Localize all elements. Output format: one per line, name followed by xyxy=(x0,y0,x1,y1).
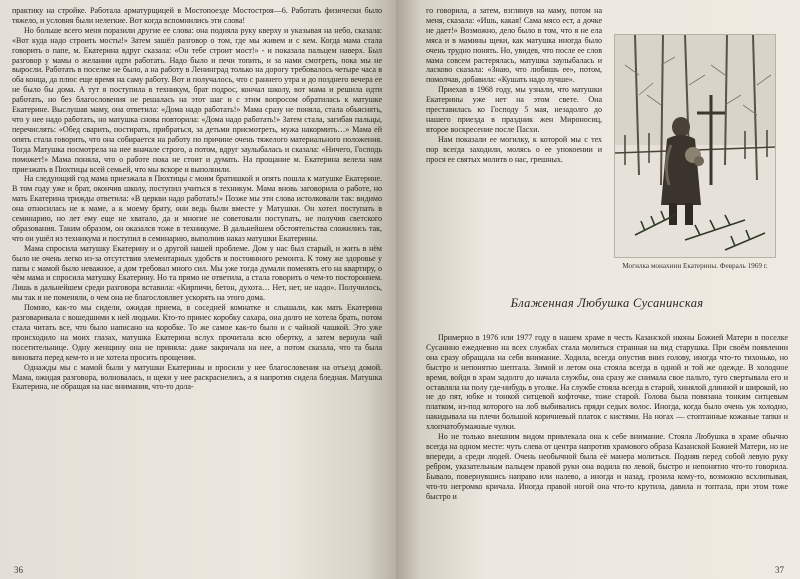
photo-caption: Могилка монахини Екатерины. Февраль 1969 г. xyxy=(622,262,768,270)
grave-photo-figure xyxy=(612,34,778,270)
right-top-section xyxy=(426,6,788,270)
left-paragraph-6: Однажды мы с мамой были у матушки Екатерины и просили у нее благословения на отъезд домой. Мама, ожидая разговора, волновалась, и щеки у нее раскраснелись, а я напротив сидела бледная. Матушка Екатерина, не обращая на нас внимания, что-то дола- xyxy=(12,362,382,392)
right-column-paragraph-1: го говорила, а затем, взглянув на маму, потом на меня, сказала: «Ишь, какая! Сама мясо ест, а дочке не дает!» Возможно, дело было в том, что я не ела мяса и в мамины щеки, как матушка иногда было очень трудно понять. Но, увидев, что после ее слов мама совсем растерялась, матушка заулыбалась и ласково сказала: «Знаю, что любишь ее», потом, помолчав, добавила: «Кушать надо лучше». xyxy=(426,6,602,85)
grave-photo-illustration xyxy=(615,35,775,257)
right-paragraph-1: Примерно в 1976 или 1977 году в нашем храме в честь Казанской иконы Божией Матери в поселке Сусанино ежедневно на всех службах стала молиться странная на вид старушка. При своём появлении она сразу обращала на себя внимание. Ходила, всегда опустив вниз голову, иногда что-то тихонько, но быстро и непонятно шептала. Зимой и летом она стояла всегда в одной и той же одежде. В холодное время, войдя в храм задолго до начала службы, она сразу же снимала свое пальто, туго свертывала его и оставляла на полу где-нибудь в уголке. На службе стояла всегда в старой, хинялой длинной и широкой, но не до пят, юбке и тонкой ситцевой кофточке, тоже старой. Голова была повязана тонким ситцевым платком, из-под которого на лоб выбивались пряди седых волос. Иногда, когда было очень уж холодно, накидывала на плечи большой коричневый платок с кистями. На ногах — стоптанные кожаные тапки и хлопчатобумажные чулки. xyxy=(426,333,788,432)
left-paragraph-5: Помню, как-то мы сидели, ожидая приема, в соседней комнатке и слышали, как мать Екатерина разговаривала с вошедшими к ней людьми. Кто-то принес коробку сахара, она долго не хотела брать, потом стала читать все, что было написано на коробке. То же самое как-то было и с чайной чашкой. Это уже происходило на моих глазах, матушка Екатерина вслух прочитала всю обертку, а затем вернула чай посетительнице. Одну женщину она не приняла: даже закричала на нее, а потом сказала, что та была виновата перед кем-то и не хотела просить прощения. xyxy=(12,303,382,362)
left-page-text xyxy=(12,6,382,392)
right-paragraph-2: Но не только внешним видом привлекала она к себе внимание. Стояла Любушка в храме обычно всегда на одном месте: чуть слева от центра напротив храмового образа Казанской Божией Матери, но не впереди, а среди людей. Очень необычной была её манера молиться. Подняв перед собой левую руку ребром, указательным пальцем правой руки она водила по левой, быстро и непонятно что-то говорила. Бывало, повернувшись направо или налево, а иногда и назад, грозила кому-то, возможно всхлипывая, что-то негромко кричала. Иногда правой ногой она что-то крутила, давила и топтала, при этом тоже быстро и xyxy=(426,432,788,501)
right-column-paragraph-2: Приехав в 1968 году, мы узнали, что матушки Екатерины уже нет на этом свете. Она преставилась ко Господу 5 мая, незадолго до нашего приезда в праздник жен Мироносиц, второе воскресение после Пасхи. xyxy=(426,85,602,134)
right-page-text xyxy=(426,333,788,501)
right-page-number: 37 xyxy=(775,565,784,575)
left-paragraph-2: Но больше всего меня поразили другие ее слова: она подняла руку кверху и указывая на небо, сказала: «Вот куда надо строить мосты!» Затем зашёл разговор о том, где мы живем и с кем. Когда мама стала говорить о папе, м. Екатерина вдруг сказала: «Он тебе строит мост!» - и показала пальцем наверх. Был разговор у мамы о желании идти работать. Надо было и печи топить, и за нами смотреть, пока мы не выросли. Работать в поселке не было, а на работу в Ленинград только на дорогу требовалось четыре часа в оба конца, да плюс еще время на саму работу. Вот и получалось, что с раннего утра и до позднего вечера ее не было бы дома. А тут я поступила в техникум, брат подрос, кончал школу, вот мама и решила идти работать, но без благословения не решалась на этот шаг и с этим вопросом обратилась к матушке Екатерине. Выслушав маму, она ответила: «Дома надо работать!» Мама сразу не поняла, стала объяснять, что у нее надо работать, но матушка снова повторила: «Дома надо работать!» Затем стала, загибая пальцы, перечислять: «Обед сварить, постирать, прибраться, за детьми присмотреть, мужа накормить…» Мама ей опять стала говорить, что она собирается на работу по причине очень тяжелого материального положения. Тогда Матушка посмотрела на нее вначале строго, а потом, вдруг заулыбалась и сказала: «Ничего, Господь поможет!» Мама поняла, что о работе пока не стоит и думать. На прощание м. Екатерина велела нам приезжать в Пюхтицы всей семьей, что мы вскоре и выполнили. xyxy=(12,25,382,174)
right-column-paragraph-3: Нам показали ее могилку, к которой мы с тех пор всегда заходили, молясь о ее упокоении и прося ее святых молитв о нас, грешных. xyxy=(426,134,602,164)
right-column-text xyxy=(426,6,602,270)
left-page-number: 36 xyxy=(14,565,23,575)
left-page xyxy=(0,0,396,579)
left-paragraph-3: На следующий год мама приезжала в Пюхтицы с моим братишкой и опять пошла к матушке Екатерине. В том году уже и брат, окончив школу, поступил учиться в техникум. Мама вновь заговорила о работе, но мать Екатерина трижды ответила: «В церкви надо работать!» Позже мы эти слова истолковали так: видимо она относилась не к маме, а к моему брату, они ведь были вместе у Матушки. Он хотел поступать в семинарию, но лет ему еще не хватало, да и многие не советовали поступать, не получив светского образования. Таким образом, он оказался тоже в техникуме. В дальнейшем обстоятельства сложились так, что он ушёл из техникума и поступил в семинарию, выполнив наказ матушки Екатерины. xyxy=(12,174,382,243)
section-title: Блаженная Любушка Сусанинская xyxy=(510,296,704,310)
right-page xyxy=(396,0,800,579)
left-paragraph-1: практику на стройке. Работала арматурщицей в Мостопоезде Мостостроя—6. Работать физически было тяжело, и условия были нелегкие. Вот когда вспомнились эти слова! xyxy=(12,6,382,25)
grave-photo xyxy=(614,34,776,258)
left-paragraph-4: Мама спросила матушку Екатерину и о другой нашей проблеме. Дом у нас был старый, и жить в нём было не очень легко из-за отсутствия элементарных удобств и постоянного ремонта. К тому же здоровье у папы с мамой было неважное, а дом требовал много сил. Мы уже тогда думали поменять его на квартиру, о чём мама и спросила матушку Екатерину. Но та прямо не ответила, а стала говорить о чем-то постороннем. Лишь в дальнейшем среди разговора вставила: «Кирпичи, бетон, духота… Нет, нет, не надо». Получилось, мы так и не поменяли, о чем она не благословляет ускорять на этого дома. xyxy=(12,243,382,303)
